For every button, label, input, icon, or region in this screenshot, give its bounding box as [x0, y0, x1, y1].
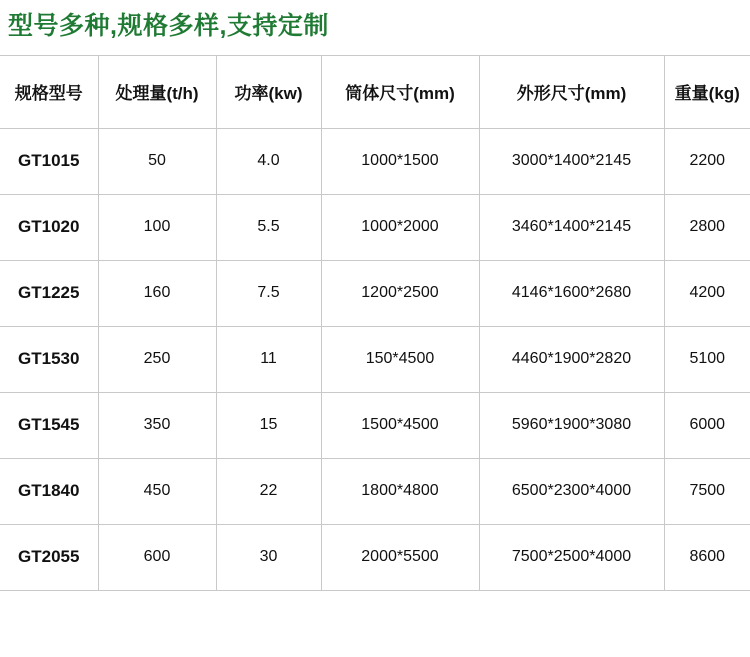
- cell-capacity: 250: [98, 326, 216, 392]
- table-row: [0, 326, 750, 392]
- table-header-row: [0, 55, 750, 128]
- cell-drum-size: 150*4500: [321, 326, 479, 392]
- cell-weight: 5100: [664, 326, 750, 392]
- column-header-capacity: 处理量(t/h): [98, 55, 216, 128]
- cell-overall-size: 4146*1600*2680: [479, 260, 664, 326]
- cell-overall-size: 3460*1400*2145: [479, 194, 664, 260]
- cell-capacity: 450: [98, 458, 216, 524]
- cell-overall-size: 6500*2300*4000: [479, 458, 664, 524]
- cell-drum-size: 1200*2500: [321, 260, 479, 326]
- column-header-power: 功率(kw): [216, 55, 321, 128]
- cell-weight: 2800: [664, 194, 750, 260]
- cell-power: 11: [216, 326, 321, 392]
- table-row: [0, 194, 750, 260]
- column-header-weight: 重量(kg): [664, 55, 750, 128]
- table-body: [0, 128, 750, 590]
- specification-table: [0, 55, 750, 591]
- cell-model: GT1840: [0, 458, 98, 524]
- cell-overall-size: 5960*1900*3080: [479, 392, 664, 458]
- cell-capacity: 160: [98, 260, 216, 326]
- cell-capacity: 350: [98, 392, 216, 458]
- cell-drum-size: 1000*2000: [321, 194, 479, 260]
- table-row: [0, 128, 750, 194]
- cell-weight: 6000: [664, 392, 750, 458]
- cell-drum-size: 1800*4800: [321, 458, 479, 524]
- cell-model: GT1015: [0, 128, 98, 194]
- cell-model: GT1020: [0, 194, 98, 260]
- table-header: [0, 55, 750, 128]
- page-title: 型号多种,规格多样,支持定制: [8, 12, 329, 40]
- cell-power: 30: [216, 524, 321, 590]
- cell-power: 5.5: [216, 194, 321, 260]
- cell-overall-size: 3000*1400*2145: [479, 128, 664, 194]
- cell-overall-size: 4460*1900*2820: [479, 326, 664, 392]
- column-header-model: 规格型号: [0, 55, 98, 128]
- cell-power: 22: [216, 458, 321, 524]
- table-row: [0, 524, 750, 590]
- cell-capacity: 50: [98, 128, 216, 194]
- cell-power: 15: [216, 392, 321, 458]
- cell-drum-size: 1500*4500: [321, 392, 479, 458]
- cell-capacity: 100: [98, 194, 216, 260]
- cell-power: 7.5: [216, 260, 321, 326]
- cell-drum-size: 1000*1500: [321, 128, 479, 194]
- column-header-overall-size: 外形尺寸(mm): [479, 55, 664, 128]
- cell-overall-size: 7500*2500*4000: [479, 524, 664, 590]
- cell-power: 4.0: [216, 128, 321, 194]
- cell-weight: 8600: [664, 524, 750, 590]
- table-container: [0, 55, 750, 591]
- cell-weight: 4200: [664, 260, 750, 326]
- cell-model: GT1530: [0, 326, 98, 392]
- cell-weight: 7500: [664, 458, 750, 524]
- cell-drum-size: 2000*5500: [321, 524, 479, 590]
- cell-model: GT2055: [0, 524, 98, 590]
- table-row: [0, 392, 750, 458]
- cell-model: GT1545: [0, 392, 98, 458]
- table-row: [0, 458, 750, 524]
- column-header-drum-size: 筒体尺寸(mm): [321, 55, 479, 128]
- cell-model: GT1225: [0, 260, 98, 326]
- cell-capacity: 600: [98, 524, 216, 590]
- table-row: [0, 260, 750, 326]
- cell-weight: 2200: [664, 128, 750, 194]
